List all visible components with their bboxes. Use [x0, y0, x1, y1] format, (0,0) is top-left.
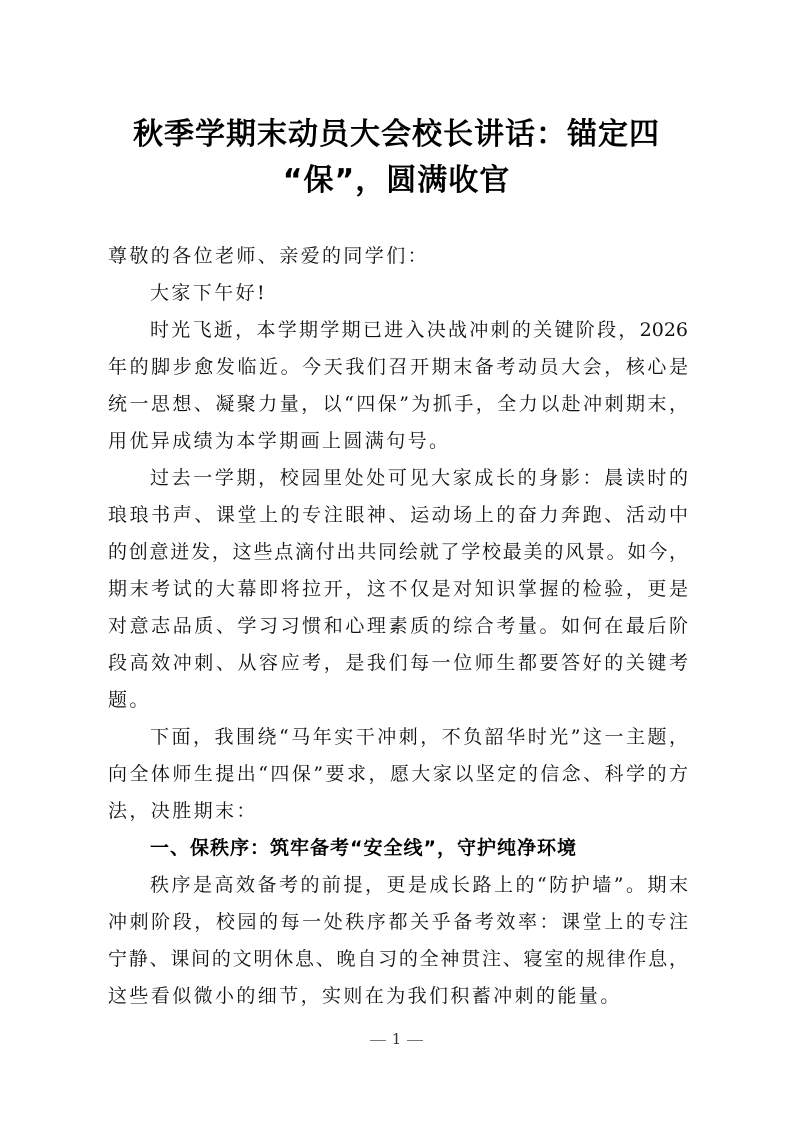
page-number: 1 [391, 1030, 402, 1048]
body-line: 年的脚步愈发临近。今天我们召开期末备考动员大会，核心是 [108, 356, 688, 378]
document-body [108, 238, 693, 1015]
body-line: 尊敬的各位老师、亲爱的同学们： [108, 245, 430, 267]
footer-dash-right [407, 1040, 423, 1041]
body-line: 段高效冲刺、从容应考，是我们每一位师生都要答好的关键考 [108, 652, 688, 674]
title-line-1: 秋季学期末动员大会校长讲话：锚定四 [133, 117, 660, 152]
body-line: 这些看似微小的细节，实则在为我们积蓄冲刺的能量。 [108, 985, 622, 1007]
body-line: 琅琅书声、课堂上的专注眼神、运动场上的奋力奔跑、活动中 [108, 504, 688, 526]
page-footer [0, 1030, 793, 1048]
body-line: 的创意迸发，这些点滴付出共同绘就了学校最美的风景。如今， [108, 541, 688, 563]
body-line: 统一思想、凝聚力量，以“四保”为抓手，全力以赴冲刺期末， [108, 393, 688, 415]
body-line: 大家下午好! [150, 282, 268, 304]
body-line: 过去一学期，校园里处处可见大家成长的身影：晨读时的 [150, 467, 688, 489]
document-title [100, 112, 693, 204]
body-line: 用优异成绩为本学期画上圆满句号。 [108, 430, 451, 452]
body-line: 时光飞逝，本学期学期已进入决战冲刺的关键阶段，2026 [150, 319, 688, 341]
body-line: 法，决胜期末： [108, 800, 258, 822]
body-line: 宁静、课间的文明休息、晚自习的全神贯注、寝室的规律作息， [108, 948, 688, 970]
body-line: 题。 [108, 689, 151, 711]
section-heading: 一、保秩序：筑牢备考“安全线”，守护纯净环境 [150, 837, 577, 859]
title-line-2: “保”，圆满收官 [282, 163, 511, 198]
footer-dash-left [370, 1040, 386, 1041]
body-line: 向全体师生提出“四保”要求，愿大家以坚定的信念、科学的方 [108, 763, 688, 785]
body-line: 下面，我围绕“马年实干冲刺，不负韶华时光”这一主题， [150, 726, 688, 748]
body-line: 冲刺阶段，校园的每一处秩序都关乎备考效率：课堂上的专注 [108, 911, 688, 933]
body-line: 秩序是高效备考的前提，更是成长路上的“防护墙”。期末 [150, 874, 688, 896]
body-line: 期末考试的大幕即将拉开，这不仅是对知识掌握的检验，更是 [108, 578, 688, 600]
body-line: 对意志品质、学习习惯和心理素质的综合考量。如何在最后阶 [108, 615, 688, 637]
